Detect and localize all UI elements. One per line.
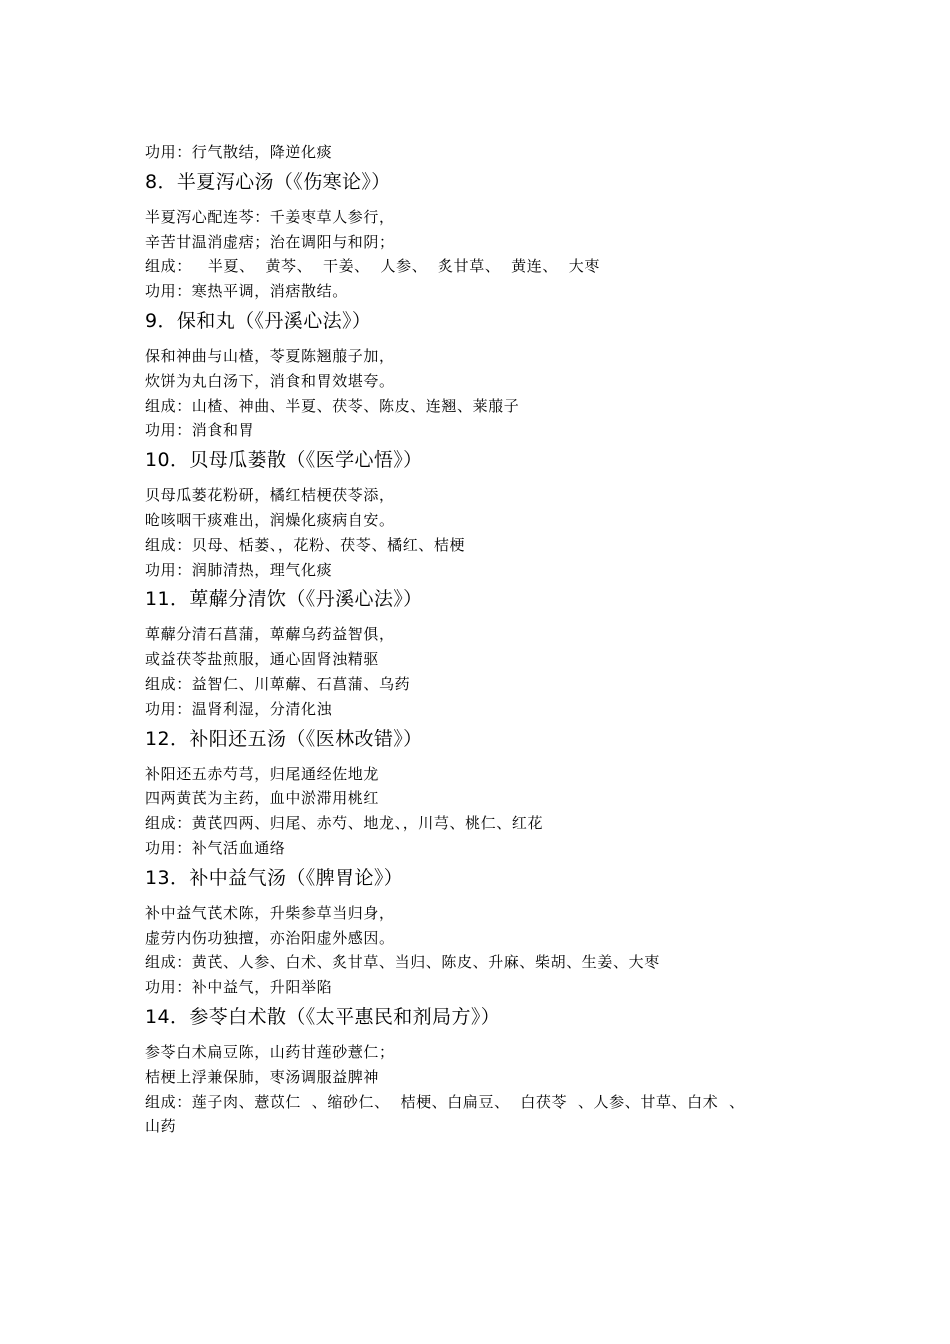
function-line: 功用：消食和胃 xyxy=(145,421,255,440)
verse-line: 或益茯苓盐煎服，通心固肾浊精驱 xyxy=(145,650,380,669)
section-title: 11．萆薢分清饮（《丹溪心法》） xyxy=(145,588,423,611)
composition-line: 组成：黄芪、人参、白术、炙甘草、当归、陈皮、升麻、柴胡、生姜、大枣 xyxy=(145,953,660,972)
verse-line: 辛苦甘温消虚痞；治在调阳与和阴； xyxy=(145,232,395,251)
verse-line: 呛咳咽干痰难出，润燥化痰病自安。 xyxy=(145,510,395,529)
section-title: 8．半夏泻心汤（《伤寒论》） xyxy=(145,170,391,193)
function-line: 功用：温肾利湿，分清化浊 xyxy=(145,699,333,718)
section-title: 12．补阳还五汤（《医林改错》） xyxy=(145,727,423,750)
composition-line: 组成： 半夏、 黄芩、 干姜、 人参、 炙甘草、 黄连、 大枣 xyxy=(145,257,600,276)
verse-line: 萆薢分清石菖蒲，萆薢乌药益智俱， xyxy=(145,625,395,644)
composition-line: 组成：山楂、神曲、半夏、茯苓、陈皮、连翘、莱菔子 xyxy=(145,396,520,415)
function-line: 功用：补中益气，升阳举陷 xyxy=(145,978,333,997)
composition-line: 组成：益智仁、川萆薢、石菖蒲、乌药 xyxy=(145,674,411,693)
section-title: 10．贝母瓜蒌散（《医学心悟》） xyxy=(145,449,423,472)
verse-line: 四两黄芪为主药，血中淤滞用桃红 xyxy=(145,789,380,808)
verse-line: 半夏泻心配连芩：千姜枣草人参行， xyxy=(145,207,395,226)
verse-line: 保和神曲与山楂，苓夏陈翘菔子加， xyxy=(145,346,395,365)
verse-line: 炊饼为丸白汤下，消食和胃效堪夸。 xyxy=(145,371,395,390)
composition-line: 组成：莲子肉、薏苡仁 、缩砂仁、 桔梗、白扁豆、 白茯苓 、人参、甘草、白术 、 xyxy=(145,1092,745,1111)
composition-line: 组成：贝母、栝蒌、，花粉、茯苓、橘红、桔梗 xyxy=(145,535,466,554)
section-title: 9．保和丸（《丹溪心法》） xyxy=(145,309,372,332)
verse-line: 补中益气芪术陈，升柴参草当归身， xyxy=(145,903,395,922)
function-line: 功用：补气活血通络 xyxy=(145,838,286,857)
function-line: 功用：寒热平调，消痞散结。 xyxy=(145,282,348,301)
section-title: 13．补中益气汤（《脾胃论》） xyxy=(145,866,404,889)
function-line: 功用：润肺清热，理气化痰 xyxy=(145,560,333,579)
verse-line: 贝母瓜蒌花粉研，橘红桔梗茯苓添， xyxy=(145,486,395,505)
composition-continuation-line: 山药 xyxy=(145,1117,177,1136)
verse-line: 虚劳内伤功独擅，亦治阳虚外感因。 xyxy=(145,928,395,947)
section-title: 14．参苓白术散（《太平惠民和剂局方》） xyxy=(145,1005,501,1028)
verse-line: 参苓白术扁豆陈，山药甘莲砂薏仁； xyxy=(145,1042,395,1061)
document-body xyxy=(145,140,825,1139)
verse-line: 桔梗上浮兼保肺，枣汤调服益脾神 xyxy=(145,1067,380,1086)
composition-line: 组成：黄芪四两、归尾、赤芍、地龙、，川芎、桃仁、红花 xyxy=(145,814,544,833)
verse-line: 补阳还五赤芍芎，归尾通经佐地龙 xyxy=(145,764,380,783)
intro-function-line: 功用：行气散结，降逆化痰 xyxy=(145,143,333,161)
